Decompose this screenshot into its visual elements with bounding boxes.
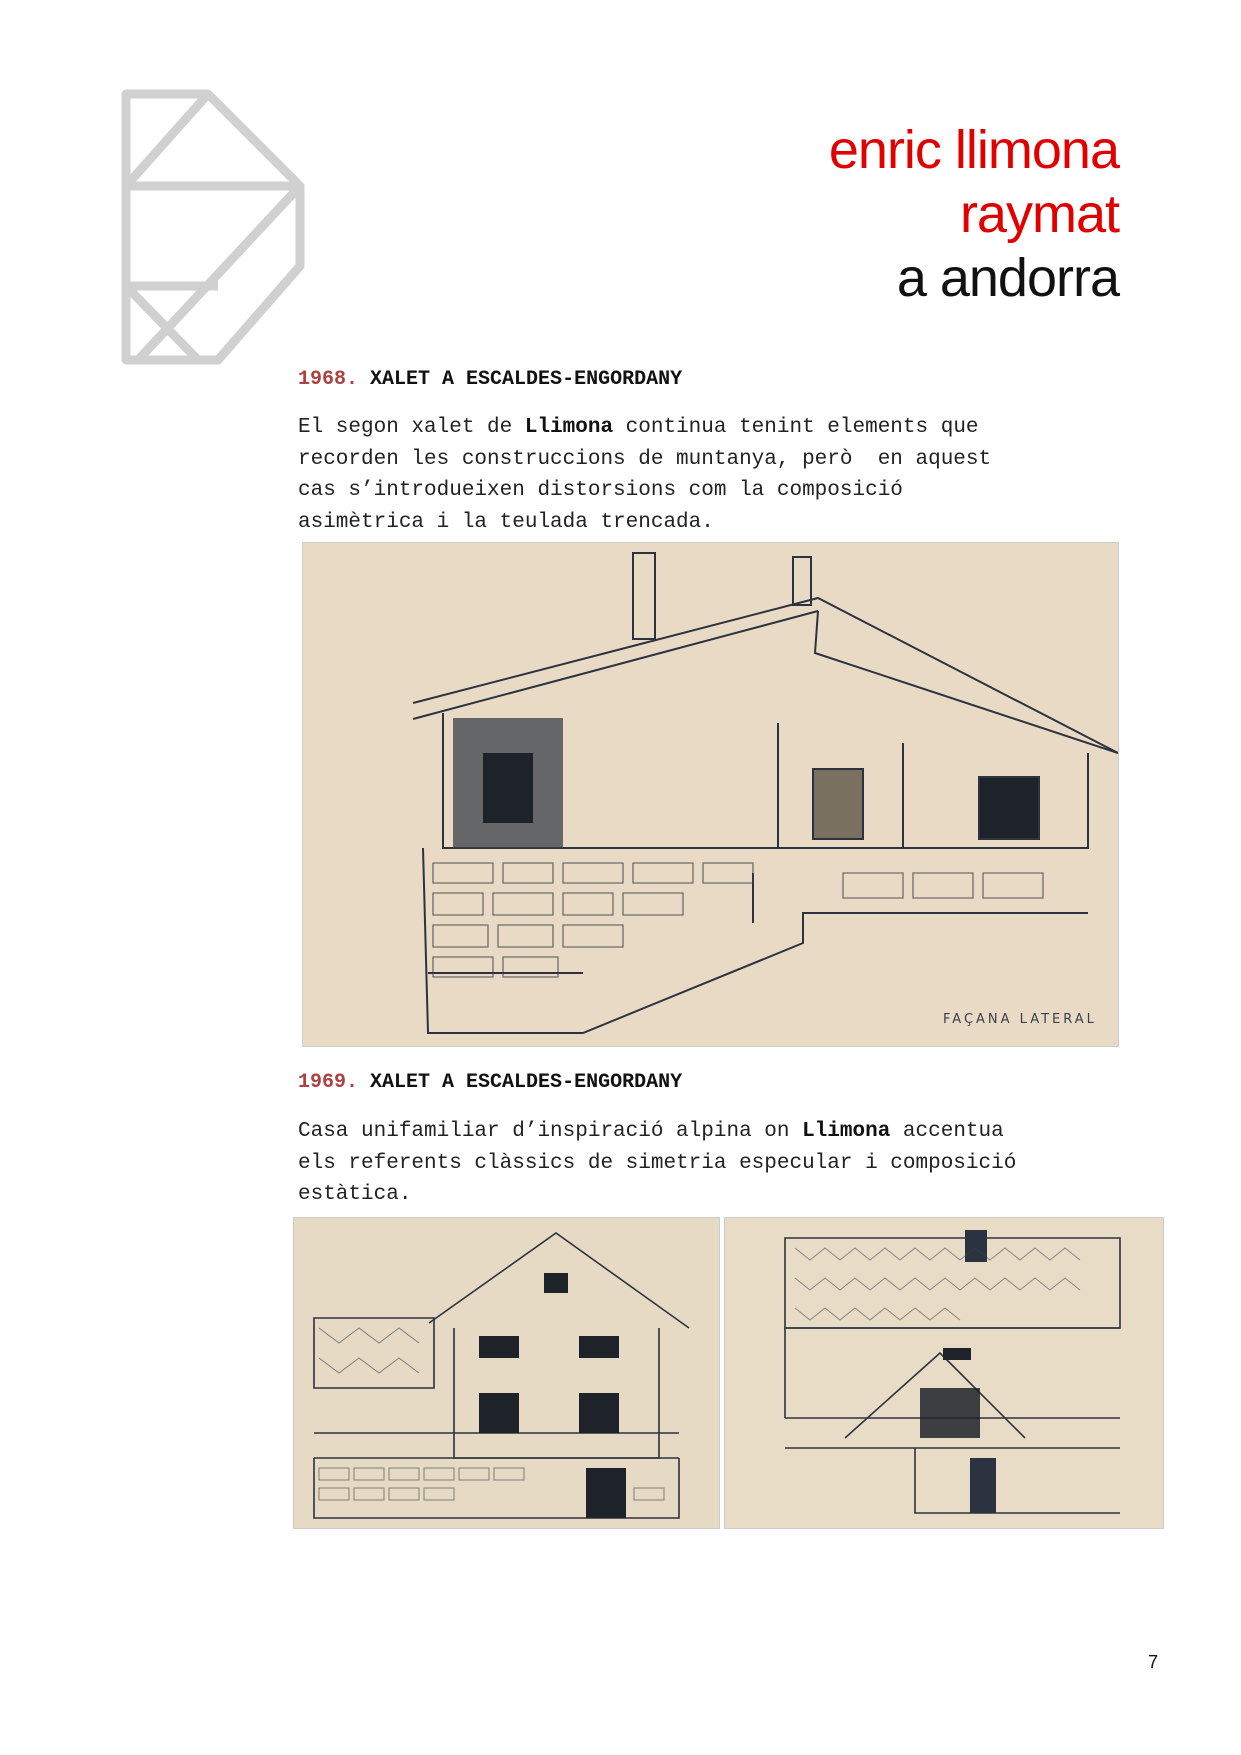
geometric-d-logo-icon bbox=[118, 86, 318, 368]
section-1-text-part: El segon xalet de bbox=[298, 416, 525, 439]
logo bbox=[118, 86, 318, 368]
lateral-facade-drawing bbox=[303, 543, 1118, 1046]
side-facade-drawing bbox=[725, 1218, 1163, 1528]
section-1-title: XALET A ESCALDES-ENGORDANY bbox=[370, 368, 683, 391]
title-line-3: a andorra bbox=[896, 248, 1119, 308]
drawing-caption: FAÇANA LATERAL bbox=[943, 1012, 1097, 1027]
section-1-text bbox=[298, 412, 1118, 538]
page-title bbox=[829, 118, 1119, 310]
section-2-heading bbox=[298, 1071, 682, 1094]
section-2-year: 1969. bbox=[298, 1071, 359, 1094]
drawing-side-facade bbox=[724, 1217, 1164, 1529]
section-1-year: 1968. bbox=[298, 368, 359, 391]
section-2-text-bold: Llimona bbox=[802, 1120, 891, 1143]
front-facade-drawing bbox=[294, 1218, 719, 1528]
section-2-title: XALET A ESCALDES-ENGORDANY bbox=[370, 1071, 683, 1094]
section-1-text-part: continua tenint elements que recorden les construccions de muntanya, però en aquest cas s’introdueixen distorsions com la composició asimètrica i la teulada trencada. bbox=[298, 416, 992, 534]
section-1-text-bold: Llimona bbox=[524, 416, 614, 439]
drawing-front-facade bbox=[293, 1217, 720, 1529]
section-2-text bbox=[298, 1116, 1118, 1211]
section-1-heading bbox=[298, 368, 682, 391]
section-2-text-part: accentua els referents clàssics de simetria especular i composició estàtica. bbox=[298, 1120, 1017, 1206]
page-number: 7 bbox=[1147, 1652, 1158, 1672]
drawing-lateral-facade bbox=[302, 542, 1119, 1047]
section-2-text-part: Casa unifamiliar d’inspiració alpina on bbox=[298, 1120, 803, 1143]
title-line-2: raymat bbox=[959, 184, 1119, 244]
title-line-1: enric llimona bbox=[828, 120, 1119, 180]
